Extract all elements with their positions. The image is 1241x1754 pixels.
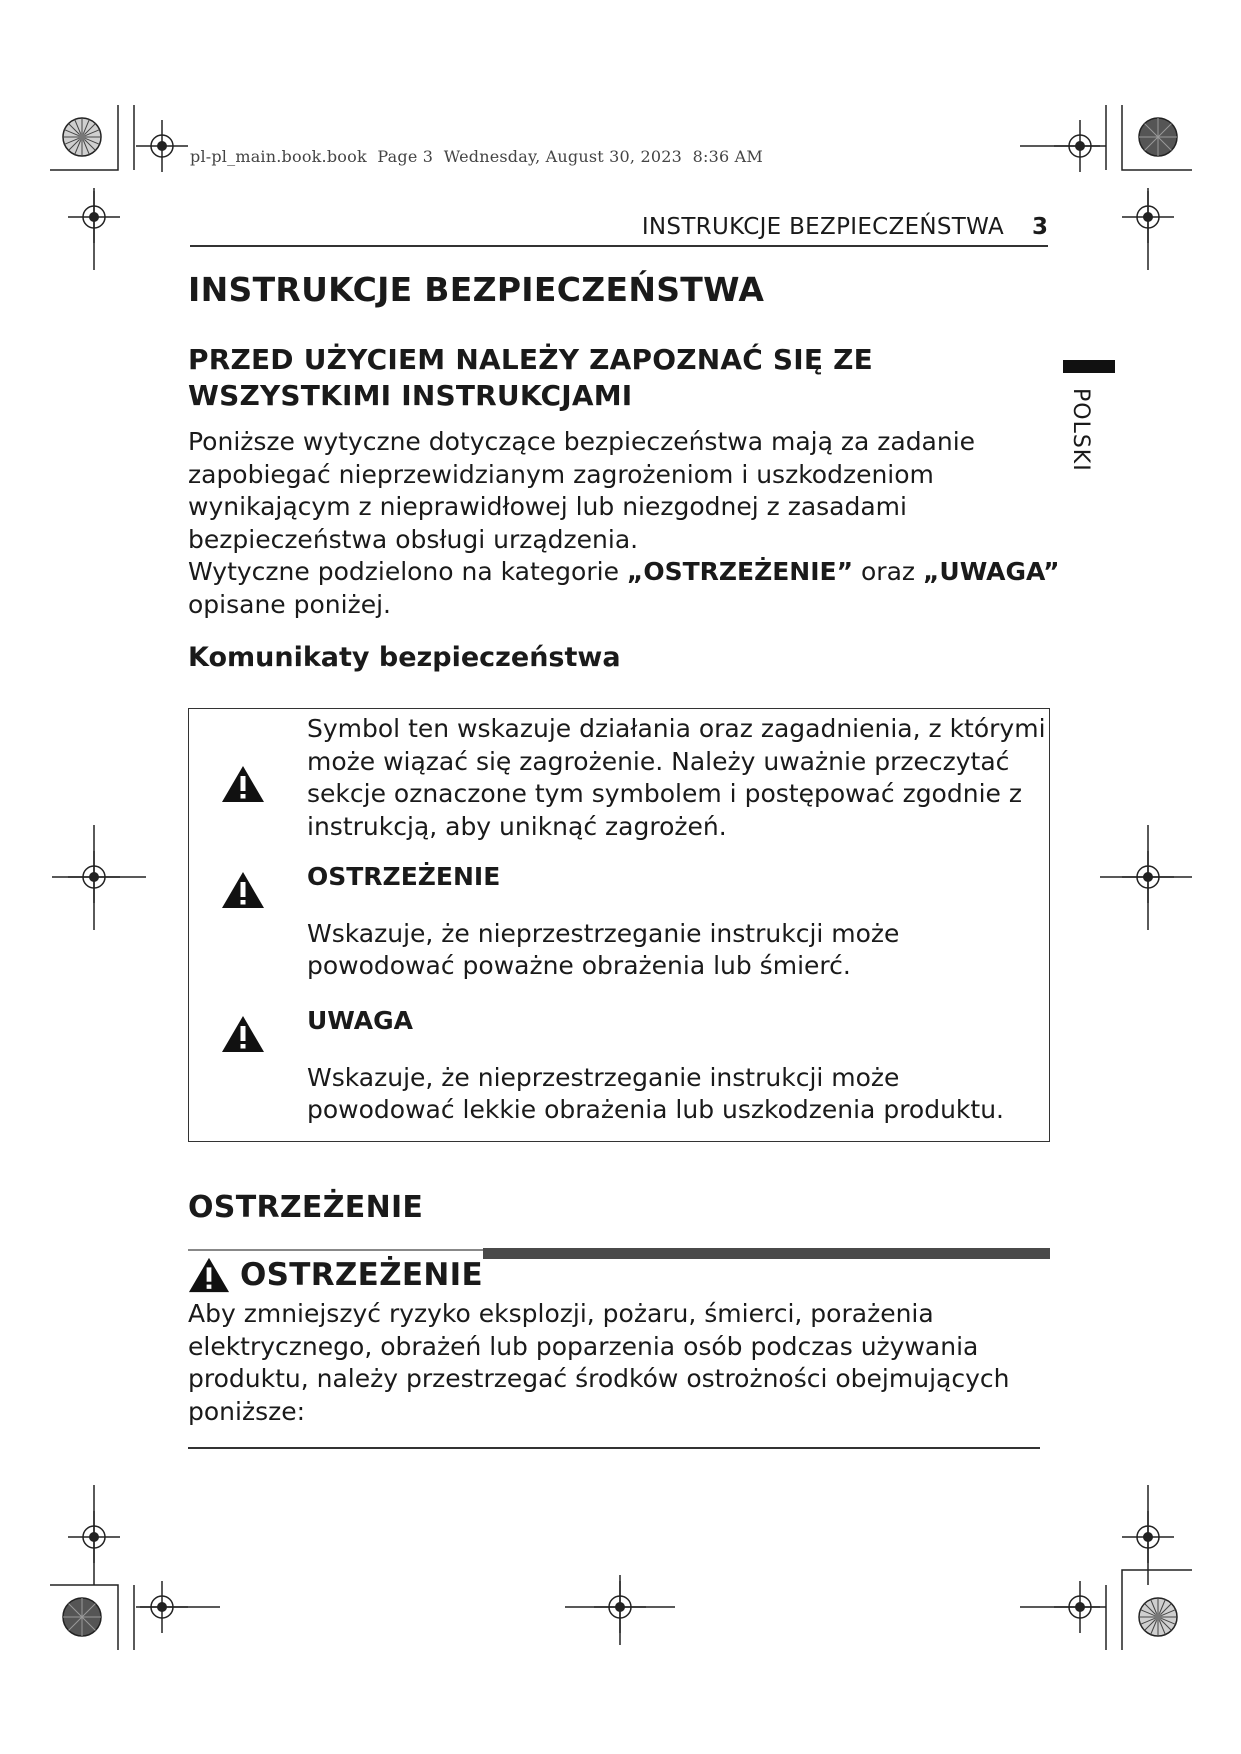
caution-term: „UWAGA” bbox=[922, 557, 1060, 586]
print-info-line: pl-pl_main.book.book Page 3 Wednesday, August 30, 2023 8:36 AM bbox=[190, 147, 763, 166]
message-label: UWAGA bbox=[307, 1006, 413, 1035]
warning-rule-thick bbox=[483, 1248, 1050, 1259]
intro-text bbox=[188, 426, 1068, 621]
language-tab-label: POLSKI bbox=[1068, 388, 1093, 472]
safety-messages-box bbox=[188, 708, 1050, 1142]
categories-prefix: Wytyczne podzielono na kategorie bbox=[188, 557, 627, 586]
message-text: Symbol ten wskazuje działania oraz zagadnienia, z którymi może wiązać się zagrożenie. Należy uważnie przeczytać sekcje oznaczone tym symbolem i postępować zgodnie z instrukcją, aby uniknąć zagrożeń. bbox=[307, 714, 1046, 841]
bottom-divider bbox=[188, 1447, 1040, 1449]
messages-heading: Komunikaty bezpieczeństwa bbox=[188, 642, 621, 673]
categories-middle: oraz bbox=[853, 557, 923, 586]
subheading: PRZED UŻYCIEM NALEŻY ZAPOZNAĆ SIĘ ZE WSZYSTKIMI INSTRUKCJAMI bbox=[188, 343, 874, 412]
message-content bbox=[307, 1005, 1047, 1127]
categories-sentence bbox=[188, 556, 1068, 621]
warning-body-text: Aby zmniejszyć ryzyko eksplozji, pożaru, śmierci, porażenia elektrycznego, obrażeń lub poparzenia osób podczas używania produktu, należy przestrzegać środków ostrożności obejmujących poniższe: bbox=[188, 1299, 1010, 1426]
message-content bbox=[307, 861, 1047, 983]
message-label: OSTRZEŻENIE bbox=[307, 862, 501, 891]
header-title: INSTRUKCJE BEZPIECZEŃSTWA bbox=[641, 214, 1004, 240]
message-text: Wskazuje, że nieprzestrzeganie instrukcji może powodować poważne obrażenia lub śmierć. bbox=[307, 918, 900, 980]
warning-box-label: OSTRZEŻENIE bbox=[240, 1257, 483, 1293]
categories-suffix: opisane poniżej. bbox=[188, 589, 391, 619]
main-heading: INSTRUKCJE BEZPIECZEŃSTWA bbox=[188, 270, 765, 309]
intro-paragraph: Poniższe wytyczne dotyczące bezpieczeństwa mają za zadanie zapobiegać nieprzewidzianym zagrożeniom i uszkodzeniom wynikającym z nieprawidłowej lub niezgodnej z zasadami bezpieczeństwa obsługi urządzenia. bbox=[188, 427, 976, 554]
warning-triangle-icon bbox=[221, 765, 265, 803]
warning-term: „OSTRZEŻENIE” bbox=[626, 557, 854, 586]
warning-triangle-icon bbox=[221, 1015, 265, 1053]
warning-triangle-icon bbox=[221, 871, 265, 909]
warning-box-header bbox=[188, 1256, 483, 1294]
language-tab-bar bbox=[1063, 360, 1115, 373]
running-header bbox=[190, 209, 1048, 247]
warning-rule-thin bbox=[188, 1249, 483, 1251]
warning-triangle-icon bbox=[188, 1256, 230, 1294]
message-text: Wskazuje, że nieprzestrzeganie instrukcji może powodować lekkie obrażenia lub uszkodzenia produktu. bbox=[307, 1062, 1004, 1124]
warning-section-title: OSTRZEŻENIE bbox=[188, 1190, 424, 1225]
page-number: 3 bbox=[1031, 214, 1048, 240]
